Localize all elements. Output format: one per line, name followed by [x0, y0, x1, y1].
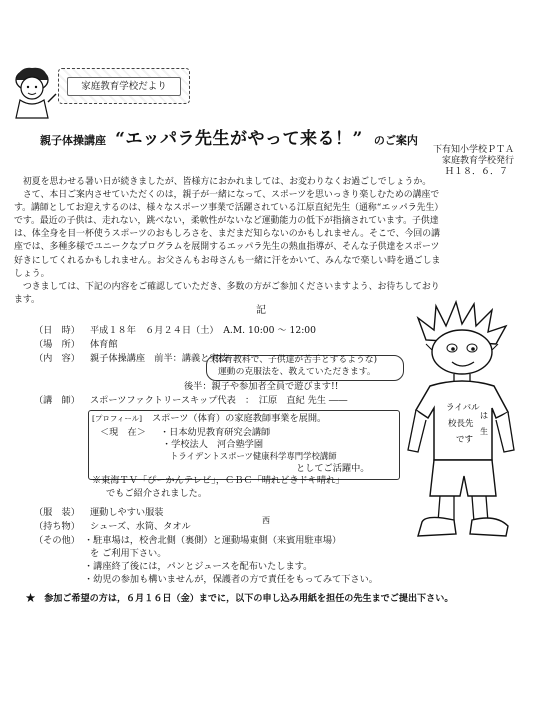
profile-current-label: ＜現 在＞ — [100, 427, 146, 438]
application-note: ★ 参加ご希望の方は，６月１６日（金）までに，以下の申し込み用紙を担任の先生までご提出下さい。 — [26, 593, 454, 604]
lecturer-value: スポーツファクトリースキップ代表 ： 江原 直紀 先生 ―― — [90, 395, 348, 406]
issue-date: Ｈ１８．６．７ — [444, 167, 508, 177]
intro-line: さて、本日ご案内させていただくのは，親子が一緒になって、スポーツを思いっきり楽しむための講座で — [14, 190, 440, 201]
tv-note-line2: でもご紹介されました。 — [106, 488, 208, 499]
date-value: 平成１８年 ６月２４日（土） A.M. 10:00 〜 12:00 — [90, 325, 316, 336]
intro-line: 座では、多種多様でユニークなプログラムを展開するエッパラ先生の熱血指導が、そんな子供達をスポーツ — [14, 242, 440, 253]
west-mark: 西 — [262, 516, 270, 525]
lecturer-label: （講 師） — [34, 395, 80, 406]
other-line: を ご利用下さい。 — [90, 548, 167, 559]
content-value: 親子体操講座 前半：講義と実技 — [90, 353, 228, 364]
issuer-line1: 下有知小学校ＰＴＡ — [432, 145, 514, 155]
intro-line: です。最近の子供は、走れない，跳べない，柔軟性がないなど運動能力の低下が指摘されています。子供達 — [14, 216, 439, 227]
title-prefix: 親子体操講座 — [40, 134, 106, 147]
title-suffix: のご案内 — [373, 134, 418, 147]
profile-item: ・学校法人 河合塾学園 — [162, 439, 264, 450]
issuer-block — [414, 145, 514, 178]
intro-line: しょう。 — [14, 268, 50, 279]
other-line: ・幼児の参加も構いませんが，保護者の方で責任をもってみて下さい。 — [84, 574, 378, 585]
intro-line: ます。 — [14, 294, 40, 305]
shirt-text-line: 生 — [480, 427, 488, 436]
clothes-label: （服 装） — [34, 507, 80, 518]
boy-cartoon-icon — [396, 300, 526, 550]
other-label: （その他） — [34, 535, 80, 546]
ki-heading: 記 — [256, 305, 266, 316]
newsletter-name: 家庭教育学校だより — [67, 77, 181, 96]
title-main: “エッパラ先生がやって来る！” — [115, 129, 363, 149]
content-label: （内 容） — [34, 353, 80, 364]
clothes-value: 運動しやすい服装 — [90, 507, 164, 518]
intro-line: は、体全身を目一杯使うスポーツのおもしろさを、まだまだ知らないのかもしれません。そこで、今回の講 — [14, 229, 440, 240]
content-bubble-line2: 運動の克服法を、教えていただきます。 — [218, 367, 376, 377]
intro-line: つきましては、下記の内容をご確認していただき、多数の方がご参加くださいますよう、お待ちしており — [14, 281, 440, 292]
tv-note-line1: ※東海ＴＶ「ぴーかんテレビ」，ＣＢＣ「晴れどきドキ晴れ」 — [92, 475, 345, 486]
newsletter-badge — [58, 68, 190, 104]
teacher-illustration-icon — [8, 64, 60, 120]
profile-tag: [プロフィール] — [92, 414, 143, 423]
profile-item: トライデントスポーツ健康科学専門学校講師 — [170, 451, 337, 461]
content-latter: 後半：親子や参加者全員で遊びます!! — [184, 381, 339, 392]
profile-item: ・日本幼児教育研究会講師 — [160, 427, 271, 438]
content-bubble-line1: (体育教科で、子供達が苦手とするような) — [212, 355, 378, 365]
other-line: ・講座終了後には，パンとジュースを配布いたします。 — [84, 561, 313, 572]
date-label: （日 時） — [34, 325, 80, 336]
profile-active: としてご活躍中。 — [296, 463, 370, 474]
intro-text — [14, 176, 520, 307]
intro-line: 好きにしてくれるかもしれません。お父さんもお母さんも一緒に汗をかいて、みんなで楽しい時を過ごしま — [14, 255, 441, 266]
items-value: シューズ、水筒、タオル — [90, 521, 191, 532]
profile-line1: スポーツ（体育）の家庭教師事業を展開。 — [152, 413, 327, 424]
shirt-text-line: 校長先 — [448, 419, 474, 429]
shirt-text-line: ライバル — [446, 403, 480, 413]
place-label: （場 所） — [34, 339, 80, 350]
issuer-line2: 家庭教育学校発行 — [441, 156, 514, 166]
other-line: ・駐車場は，校舎北側（裏側）と運動場東側（来賓用駐車場） — [84, 535, 342, 546]
intro-line: 初夏を思わせる暑い日が続きましたが、皆様方におかれましては、お変わりなくお過ごしでしょうか。 — [14, 177, 432, 187]
intro-line: す。講師としてお迎えするのは、様々なスポーツ事業で活躍されている江原直紀先生（通称“エッパラ先生） — [14, 203, 444, 214]
place-value: 体育館 — [90, 339, 118, 350]
shirt-text-line: です — [456, 435, 474, 445]
items-label: （持ち物） — [34, 521, 80, 532]
shirt-text-line: は — [480, 411, 488, 420]
